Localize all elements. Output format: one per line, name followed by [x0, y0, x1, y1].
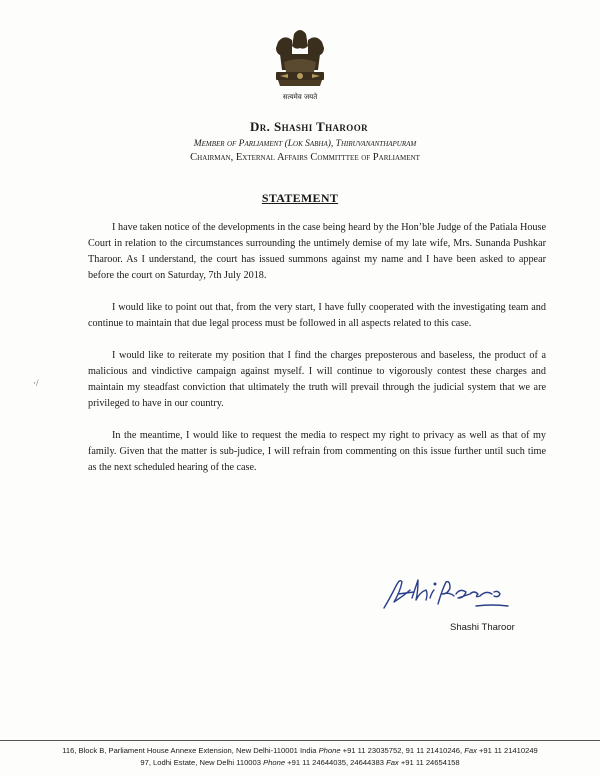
letterhead — [0, 119, 600, 164]
sender-title-chairman: Chairman, External Affairs Committtee of Parliament — [190, 152, 420, 163]
mp-prefix: Member of Parliament — [193, 139, 285, 149]
footer-address-office — [0, 745, 600, 757]
signer-name: Shashi Tharoor — [450, 622, 515, 633]
mp-house: (Lok Sabha) — [284, 139, 331, 149]
emblem-motto: सत्यमेव जयते — [282, 93, 318, 101]
sender-title-mp — [10, 138, 600, 151]
office-phone: +91 11 23035752, 91 11 21410246, — [340, 746, 465, 755]
office-address: 116, Block B, Parliament House Annexe Extension, New Delhi-110001 India — [62, 746, 319, 755]
footer-address-residence — [0, 757, 600, 769]
residence-address: 97, Lodhi Estate, New Delhi 110003 — [140, 758, 264, 767]
office-fax-label: Fax — [464, 746, 477, 755]
sender-name: Dr. Shashi Tharoor — [249, 119, 368, 134]
letterhead-footer — [0, 745, 600, 769]
statement-paragraph: I would like to point out that, from the very start, I have fully cooperated with the investigating team and continue to maintain that due legal process must be followed in all aspects related to this case. — [88, 302, 546, 329]
margin-mark: ·/ — [33, 378, 39, 388]
residence-fax: +91 11 24654158 — [398, 758, 460, 767]
footer-divider — [0, 740, 600, 741]
handwritten-signature — [380, 568, 530, 616]
residence-fax-label: Fax — [386, 758, 399, 767]
residence-phone: +91 11 24644035, 24644383 — [285, 758, 387, 767]
statement-body — [88, 220, 546, 492]
statement-heading: STATEMENT — [261, 191, 339, 205]
office-fax: +91 11 21410249 — [476, 746, 538, 755]
statement-paragraph: I have taken notice of the developments in the case being heard by the Hon’ble Judge of the Patiala House Court in relation to the circumstances surrounding the untimely demise of my late wife, Mrs. Sunanda Pushkar Tharoor. As I understand, the court has issued summons against my name and I have been asked to appear before the court on Saturday, 7th July 2018. — [88, 222, 546, 281]
office-phone-label: Phone — [318, 746, 341, 755]
residence-phone-label: Phone — [263, 758, 286, 767]
statement-paragraph: In the meantime, I would like to request the media to respect my right to privacy as well as that of my family. Given that the matter is sub-judice, I will refrain from commenting on this issue further until such time as the next scheduled hearing of the case. — [88, 430, 546, 473]
mp-constituency: , Thiruvananthapuram — [330, 139, 417, 149]
statement-paragraph: I would like to reiterate my position that I find the charges preposterous and baseless, the product of a malicious and vindictive campaign against myself. I will continue to vigorously contest these charges and maintain my steadfast conviction that ultimately the truth will prevail through the judicial system that we are privileged to have in our country. — [88, 350, 546, 409]
